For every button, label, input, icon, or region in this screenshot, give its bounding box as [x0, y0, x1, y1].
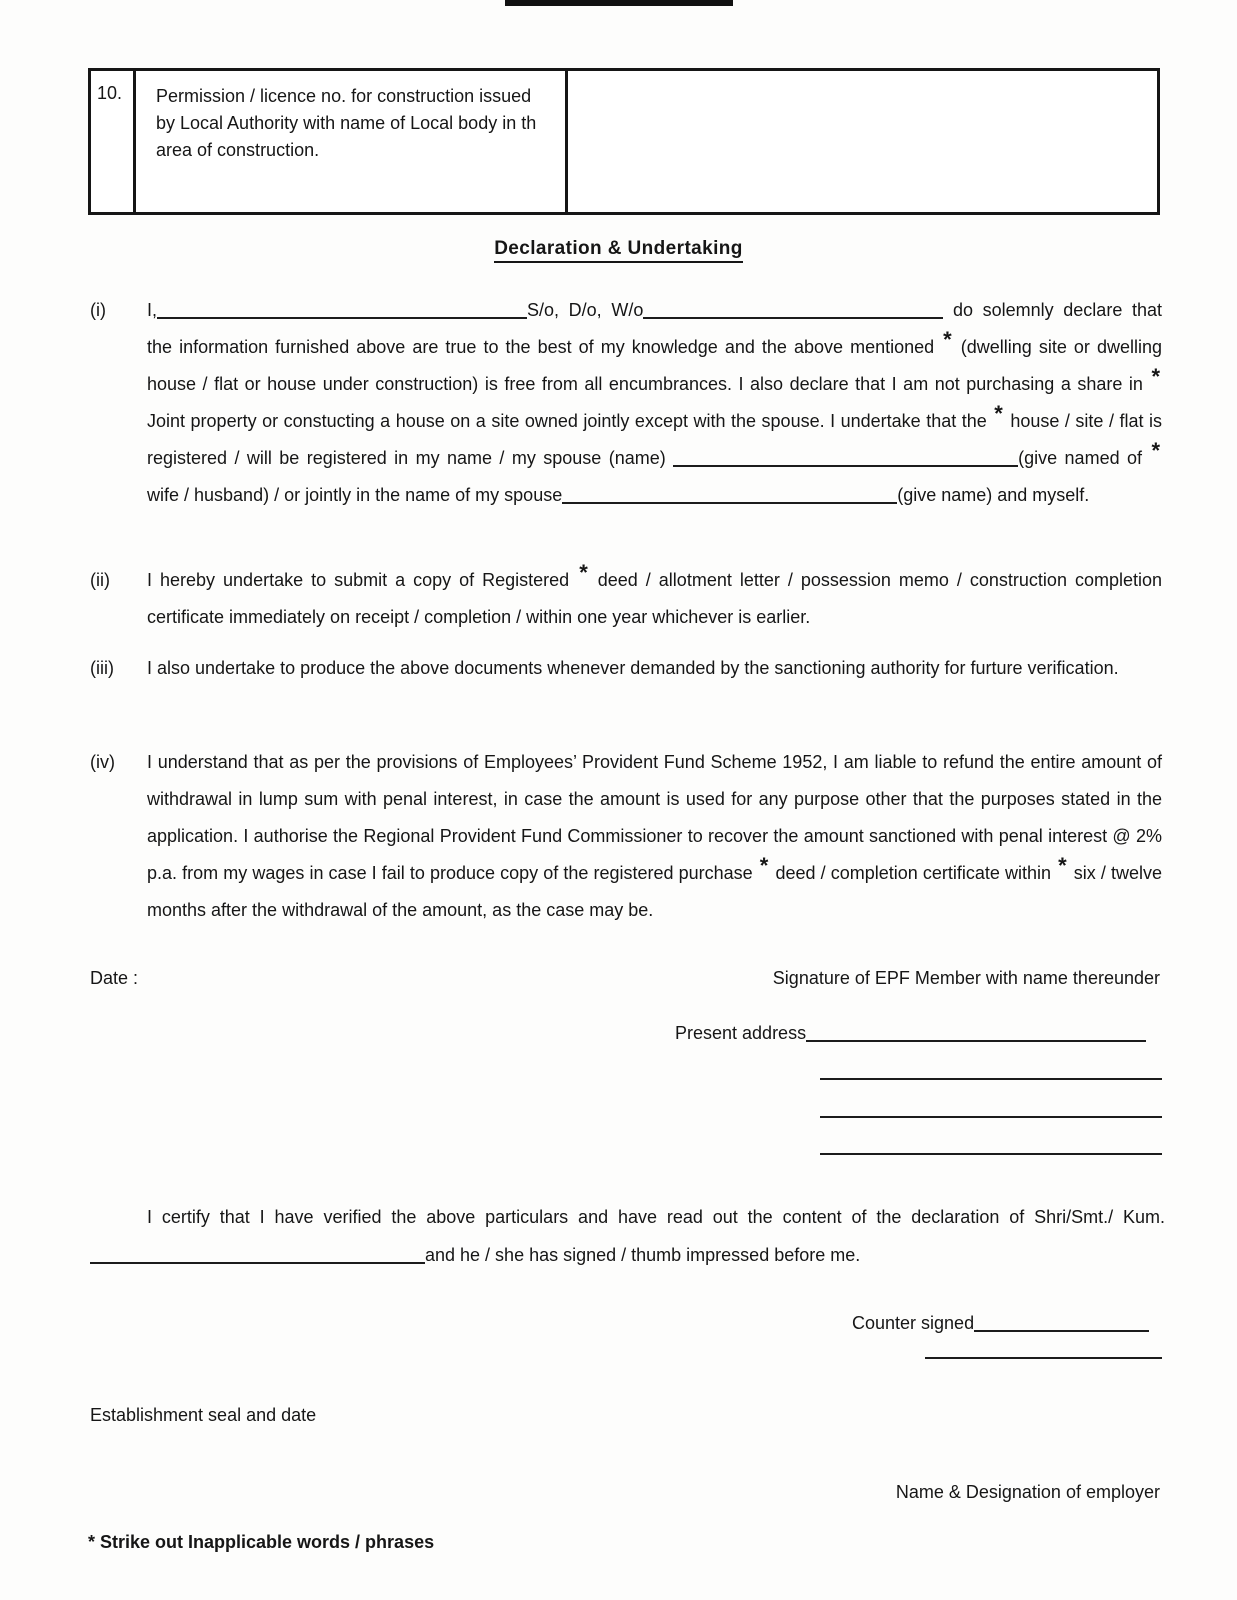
item-number: (i): [90, 300, 106, 320]
counter-signed-line: [925, 1357, 1162, 1359]
declaration-item-iii: [90, 650, 1162, 687]
item-number: (iii): [90, 658, 114, 678]
item-text: I also undertake to produce the above documents whenever demanded by the sanctioning authority for furture verification.: [147, 658, 1119, 678]
strike-out-note: * Strike out Inapplicable words / phrases: [88, 1532, 435, 1552]
item-text: I hereby undertake to submit a copy of Registered * deed / allotment letter / possession memo / construction completion certificate immediately on receipt / completion / within one year whichever is earlier.: [147, 560, 1162, 627]
address-line: [820, 1153, 1162, 1155]
table-value-cell: [568, 71, 1157, 212]
address-line: [820, 1078, 1162, 1080]
item-text: I understand that as per the provisions of Employees’ Provident Fund Scheme 1952, I am liable to refund the entire amount of withdrawal in lump sum with penal interest, in case the amount is used for any purpose other that the purposes stated in the application. I authorise the Regional Provident Fund Commissioner to recover the amount sanctioned with penal interest @ 2% p.a. from my wages in case I fail to produce copy of the registered purchase * deed / completion certificate within * six / twelve months after the withdrawal of the amount, as the case may be.: [147, 752, 1162, 920]
asterisk-marker: *: [943, 327, 952, 352]
counter-signed-label: Counter signed: [852, 1312, 1149, 1334]
asterisk-marker: *: [1058, 853, 1067, 878]
asterisk-marker: *: [1151, 438, 1160, 463]
table-label-cell: Permission / licence no. for construction issued by Local Authority with name of Local body in th area of construction.: [136, 71, 568, 212]
blank-line: [90, 1244, 425, 1264]
certification-paragraph: I certify that I have verified the above particulars and have read out the content of the declaration of Shri/Smt./ Kum.and he / she has signed / thumb impressed before me.: [90, 1198, 1165, 1274]
asterisk-marker: *: [759, 853, 769, 878]
scan-artifact: [505, 0, 733, 6]
date-label: Date :: [90, 968, 139, 988]
declaration-item-i: [90, 292, 1162, 514]
blank-line: [643, 299, 943, 319]
item-number: (iv): [90, 752, 115, 772]
asterisk-marker: *: [1151, 364, 1160, 389]
blank-line: [157, 299, 527, 319]
blank-line: [974, 1312, 1149, 1332]
asterisk-marker: *: [579, 560, 588, 585]
establishment-seal-label: Establishment seal and date: [90, 1405, 317, 1425]
asterisk-marker: *: [994, 401, 1003, 426]
item-number: (ii): [90, 570, 110, 590]
form-table-row-10: [88, 68, 1160, 215]
table-row-number: 10.: [91, 71, 136, 212]
section-heading: Declaration & Undertaking: [494, 238, 743, 263]
item-text: I, S/o, D/o, W/o do solemnly declare that the information furnished above are true to the best of my knowledge and the above mentioned * (dwelling site or dwelling house / flat or house under construction) is free from all encumbrances. I also declare that I am not purchasing a share in * Joint property or constucting a house on a site owned jointly except with the spouse. I undertake that the * house / site / flat is registered / will be registered in my name / my spouse (name) (give named of * wife / husband) / or jointly in the name of my spouse (give name) and myself.: [147, 300, 1162, 505]
present-address-label: Present address: [675, 1022, 1146, 1044]
section-heading-wrap: [0, 238, 1237, 260]
address-line: [820, 1116, 1162, 1118]
blank-line: [673, 447, 1018, 467]
blank-line: [562, 484, 897, 504]
declaration-item-iv: [90, 744, 1162, 929]
employer-designation-label: Name & Designation of employer: [895, 1482, 1160, 1502]
declaration-item-ii: [90, 562, 1162, 636]
blank-line: [806, 1022, 1146, 1042]
member-signature-label: Signature of EPF Member with name thereunder: [772, 968, 1160, 988]
